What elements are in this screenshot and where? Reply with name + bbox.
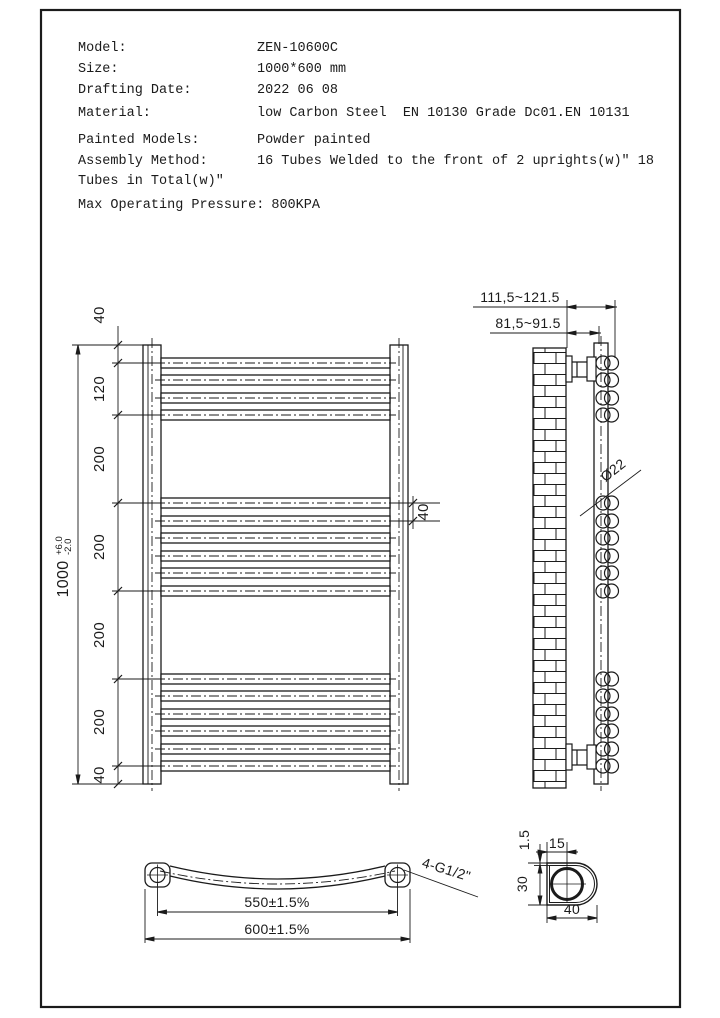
spec-value: Powder painted: [257, 133, 371, 148]
tube-row: [155, 744, 396, 754]
tube-row: [155, 709, 396, 719]
dim-seg-200-2: 200: [91, 534, 108, 560]
spec-label: Max Operating Pressure:: [78, 198, 265, 213]
dim-overall-height: 1000: [55, 560, 72, 598]
upright-profile-section: [547, 863, 597, 905]
spec-row-material: [78, 106, 630, 121]
dim-bracket-outer: 111,5~121.5: [480, 289, 560, 305]
connection-thread-label: 4-G1/2": [420, 854, 473, 885]
spec-value: 800KPA: [271, 198, 320, 213]
dim-wall-thickness: 1.5: [516, 829, 532, 851]
tube-row: [155, 691, 396, 701]
tube-row: [155, 551, 396, 561]
dim-tube-centers: 550±1.5%: [244, 894, 310, 910]
front-view: [54, 306, 440, 791]
dim-tube-diameter: Ø22: [597, 455, 629, 485]
connection-callout: [404, 854, 478, 897]
tube-row: [155, 586, 396, 596]
tube-row: [155, 568, 396, 578]
spec-value: 1000*600 mm: [257, 62, 347, 77]
tube-row: [155, 761, 396, 771]
spec-label: Drafting Date:: [78, 83, 192, 98]
dim-overall-width: 600±1.5%: [244, 921, 310, 937]
tube-row: [155, 533, 396, 543]
spec-value: ZEN-10600C: [257, 41, 339, 56]
spec-label: Material:: [78, 106, 151, 121]
right-end-fitting: [385, 863, 410, 887]
tube-rows-front: [155, 358, 396, 771]
spec-value: 2022 06 08: [257, 83, 339, 98]
detail-view: [514, 830, 597, 923]
side-view: [473, 289, 641, 791]
wall-section: [533, 348, 566, 788]
dim-seg-200-3: 200: [91, 622, 108, 648]
tube-diameter-callout: [580, 455, 641, 516]
overall-height-dimension: [54, 345, 80, 784]
dim-profile-height: 30: [514, 875, 530, 893]
dim-seg-40-bottom: 40: [91, 766, 108, 784]
dim-seg-200-4: 200: [91, 709, 108, 735]
dim-overall-tol-minus: -2.0: [63, 538, 74, 555]
spec-label: Assembly Method:: [78, 154, 208, 169]
curved-tube-plan: [160, 866, 395, 889]
spec-row-model: [78, 41, 338, 56]
tube-row: [155, 375, 396, 385]
dim-seg-120: 120: [91, 376, 108, 402]
wall-bracket-top: [566, 356, 596, 382]
tube-row: [155, 516, 396, 526]
spec-row-assembly-method: [78, 154, 654, 169]
spec-row-painted-models: [78, 133, 370, 148]
spec-row-pressure: [78, 198, 320, 213]
spec-assembly-continuation: Tubes in Total(w)": [78, 174, 224, 189]
spec-row-size: [78, 62, 346, 77]
dim-tube-pitch: 40: [415, 503, 432, 521]
spec-label: Painted Models:: [78, 133, 200, 148]
spec-value: 16 Tubes Welded to the front of 2 uprights(w)" 18: [257, 154, 654, 169]
tube-row: [155, 674, 396, 684]
dim-overall-tol-plus: +6.0: [54, 536, 65, 555]
right-upright: [390, 338, 408, 791]
plan-dimensions: [145, 884, 410, 943]
dim-hole-offset: 15: [548, 835, 566, 851]
left-upright: [143, 338, 161, 791]
dim-bracket-inner: 81,5~91.5: [495, 315, 561, 331]
spec-value: low Carbon Steel EN 10130 Grade Dc01.EN 10131: [257, 106, 630, 121]
spec-label: Model:: [78, 41, 127, 56]
tube-row: [155, 393, 396, 403]
wall-bracket-bottom: [566, 744, 596, 770]
left-end-fitting: [145, 863, 170, 887]
spec-row-drafting-date: [78, 83, 338, 98]
tube-row: [155, 410, 396, 420]
dim-seg-200-1: 200: [91, 446, 108, 472]
tube-row: [155, 498, 396, 508]
spec-label: Size:: [78, 62, 119, 77]
tube-row: [155, 726, 396, 736]
dim-seg-40-top: 40: [91, 306, 108, 324]
plan-view: [145, 854, 478, 943]
dim-profile-width: 40: [563, 901, 581, 917]
tube-row: [155, 358, 396, 368]
